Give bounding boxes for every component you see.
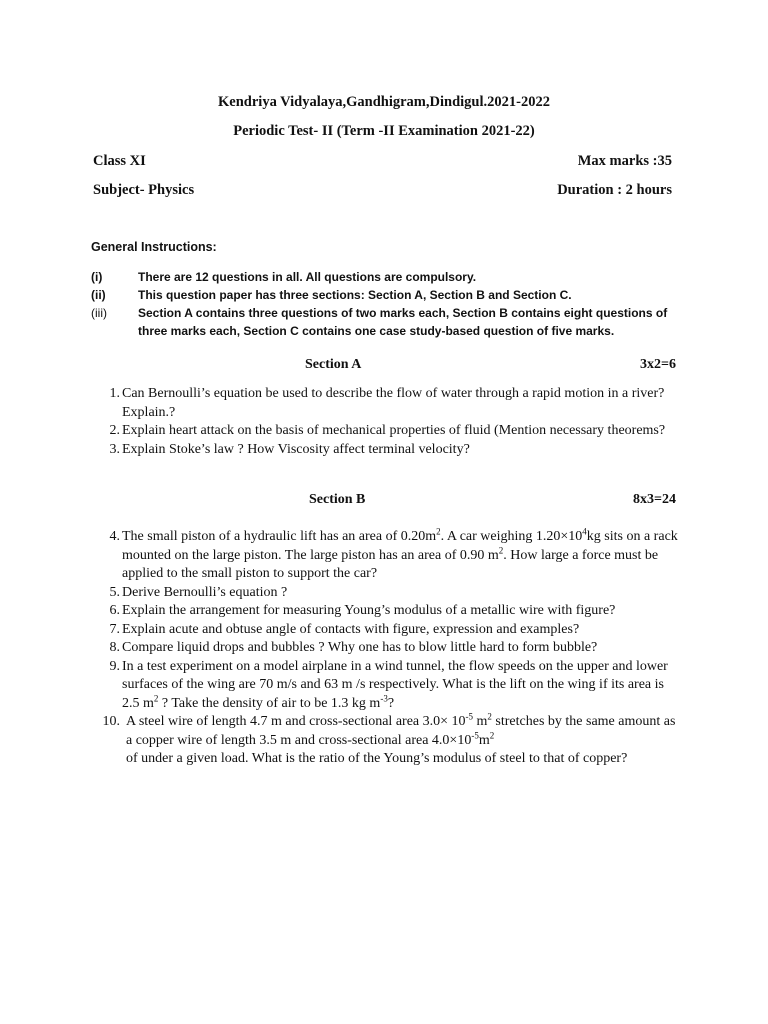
question-number: 3. <box>109 441 120 457</box>
question-text: Explain Stoke’s law ? How Viscosity affect terminal velocity? <box>122 441 470 457</box>
instructions-list <box>91 268 691 340</box>
question-number: 1. <box>109 386 120 401</box>
question-text: The small piston of a hydraulic lift has an area of $0.20m^2$. A car weighing $1.20\times 10^4kg$ sits on a rack mounted on the large piston. The large piston has an area of 0.90 $m^2$. How large a force must be applied to the small piston to support the car? <box>122 526 678 581</box>
question-text: Compare liquid drops and bubbles ? Why one has to blow little hard to form bubble? <box>122 640 598 655</box>
question-text: Can Bernoulli’s equation be used to describe the flow of water through a rapid motion in a river? Explain.? <box>122 386 665 420</box>
instruction-item <box>91 268 691 286</box>
question-number: 4. <box>109 529 120 544</box>
question-number: 2. <box>109 423 120 438</box>
question-item <box>96 658 681 714</box>
question-item <box>96 441 681 460</box>
instruction-text: Section A contains three questions of two marks each, Section B contains eight questions of three marks each, Section C contains one case study-based question of five marks. <box>138 306 668 338</box>
question-item <box>96 528 681 584</box>
exam-title: Periodic Test- II (Term -II Examination 2021-22) <box>233 123 535 139</box>
question-item <box>96 385 681 422</box>
question-item <box>96 639 681 658</box>
question-text: Explain acute and obtuse angle of contacts with figure, expression and examples? <box>122 621 580 637</box>
instruction-text: There are 12 questions in all. All questions are compulsory. <box>138 270 477 284</box>
section-b-questions <box>96 528 681 769</box>
section-a-title: Section A <box>305 357 362 372</box>
section-b-title: Section B <box>309 492 366 507</box>
section-b-marks: 8x3=24 <box>633 492 676 507</box>
instruction-item <box>91 286 691 304</box>
subject-label: Subject- Physics <box>93 182 195 198</box>
question-item <box>96 422 681 441</box>
section-a-questions <box>96 385 681 459</box>
question-text: A steel wire of length 4.7 m and cross-sectional area $3.0\times 10^{-5}$ $m^2$ stretches by the same amount as a copper wire of length 3.5 m and cross-sectional area $4.0\times 10^{-5}m^2$ of under a given load. What is the ratio of the Young’s modulus of steel to that of copper? <box>126 711 676 766</box>
question-item <box>96 602 681 621</box>
question-item <box>96 713 681 769</box>
duration-label: Duration : 2 hours <box>557 182 672 198</box>
question-number: 5. <box>109 584 120 600</box>
question-item <box>96 621 681 640</box>
school-title: Kendriya Vidyalaya,Gandhigram,Dindigul.2021-2022 <box>218 94 550 110</box>
question-item <box>96 584 681 603</box>
max-marks-label: Max marks :35 <box>577 153 672 169</box>
question-text: Explain heart attack on the basis of mechanical properties of fluid (Mention necessary theorems? <box>122 423 666 438</box>
instruction-item <box>91 304 691 340</box>
instruction-number: (iii) <box>91 306 107 320</box>
instruction-number: (ii) <box>91 288 106 302</box>
instruction-text: This question paper has three sections: Section A, Section B and Section C. <box>138 288 572 302</box>
section-a-marks: 3x2=6 <box>640 357 676 372</box>
question-number: 9. <box>109 658 120 674</box>
question-text: In a test experiment on a model airplane in a wind tunnel, the flow speeds on the upper and lower surfaces of the wing are 70 m/s and 63 m /s respectively. What is the lift on the wing if its area is 2.5 $m^2$ ? Take the density of air to be 1.3 kg $m^{-3}$? <box>122 658 668 711</box>
question-number: 10. <box>102 714 120 729</box>
question-number: 8. <box>109 640 120 655</box>
question-number: 7. <box>109 621 120 637</box>
question-text: Derive Bernoulli’s equation ? <box>122 584 288 600</box>
instruction-number: (i) <box>91 270 103 284</box>
general-instructions-title: General Instructions: <box>91 240 217 254</box>
question-number: 6. <box>109 603 120 618</box>
class-label: Class XI <box>93 153 146 169</box>
question-text: Explain the arrangement for measuring Young’s modulus of a metallic wire with figure? <box>122 603 616 618</box>
